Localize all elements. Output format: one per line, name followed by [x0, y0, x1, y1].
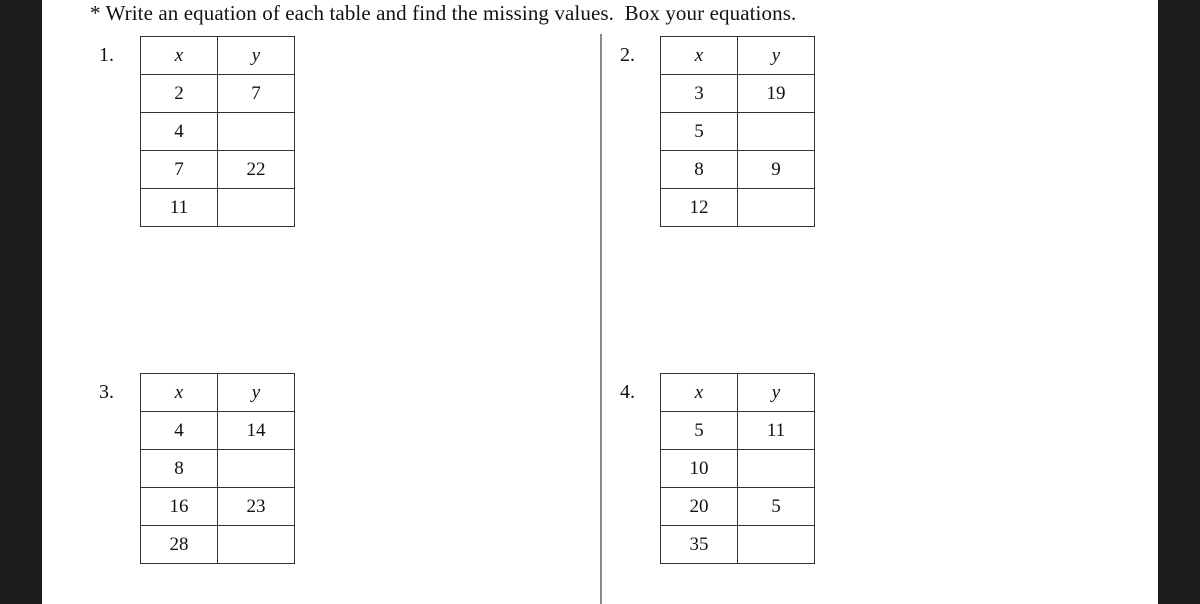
y-cell-blank[interactable]: [218, 450, 295, 488]
y-cell-blank[interactable]: [738, 189, 815, 227]
problem-4-number: 4.: [620, 381, 635, 403]
x-cell: 35: [661, 526, 738, 564]
table-header-row: [141, 374, 295, 412]
table-row: [141, 75, 295, 113]
table-header-row: [661, 374, 815, 412]
table-row: [661, 412, 815, 450]
table-row: [661, 450, 815, 488]
x-header: x: [661, 374, 738, 412]
table-row: [661, 113, 815, 151]
column-divider: [600, 34, 602, 604]
table-row: [141, 113, 295, 151]
table-row: [141, 450, 295, 488]
table-header-row: [141, 37, 295, 75]
y-cell: 19: [738, 75, 815, 113]
table-row: [661, 75, 815, 113]
table-row: [661, 526, 815, 564]
x-header: x: [141, 37, 218, 75]
x-cell: 8: [661, 151, 738, 189]
x-header: x: [141, 374, 218, 412]
x-cell: 4: [141, 113, 218, 151]
y-cell: 11: [738, 412, 815, 450]
x-cell: 12: [661, 189, 738, 227]
y-cell: 14: [218, 412, 295, 450]
x-cell: 11: [141, 189, 218, 227]
y-cell-blank[interactable]: [218, 526, 295, 564]
table-header-row: [661, 37, 815, 75]
worksheet-page: [42, 0, 1158, 604]
y-cell: 22: [218, 151, 295, 189]
y-cell-blank[interactable]: [738, 113, 815, 151]
x-cell: 3: [661, 75, 738, 113]
table-row: [661, 189, 815, 227]
table-row: [141, 412, 295, 450]
x-cell: 16: [141, 488, 218, 526]
problem-3-number: 3.: [99, 381, 114, 403]
table-row: [141, 526, 295, 564]
table-row: [661, 488, 815, 526]
problem-1-number: 1.: [99, 44, 114, 66]
x-cell: 5: [661, 412, 738, 450]
y-cell-blank[interactable]: [738, 450, 815, 488]
problem-1-table: [140, 36, 295, 227]
table-row: [141, 189, 295, 227]
instruction-text: * Write an equation of each table and find the missing values. Box your equations.: [90, 1, 797, 25]
y-cell: 7: [218, 75, 295, 113]
table-row: [141, 488, 295, 526]
y-header: y: [738, 37, 815, 75]
problem-3-table: [140, 373, 295, 564]
y-cell: 23: [218, 488, 295, 526]
y-header: y: [218, 37, 295, 75]
y-cell: 9: [738, 151, 815, 189]
y-cell-blank[interactable]: [738, 526, 815, 564]
x-cell: 4: [141, 412, 218, 450]
x-cell: 5: [661, 113, 738, 151]
y-header: y: [218, 374, 295, 412]
y-cell: 5: [738, 488, 815, 526]
table-row: [141, 151, 295, 189]
x-cell: 8: [141, 450, 218, 488]
x-cell: 28: [141, 526, 218, 564]
y-header: y: [738, 374, 815, 412]
y-cell-blank[interactable]: [218, 189, 295, 227]
x-header: x: [661, 37, 738, 75]
problem-2-table: [660, 36, 815, 227]
x-cell: 20: [661, 488, 738, 526]
y-cell-blank[interactable]: [218, 113, 295, 151]
x-cell: 7: [141, 151, 218, 189]
table-row: [661, 151, 815, 189]
x-cell: 10: [661, 450, 738, 488]
x-cell: 2: [141, 75, 218, 113]
problem-4-table: [660, 373, 815, 564]
problem-2-number: 2.: [620, 44, 635, 66]
